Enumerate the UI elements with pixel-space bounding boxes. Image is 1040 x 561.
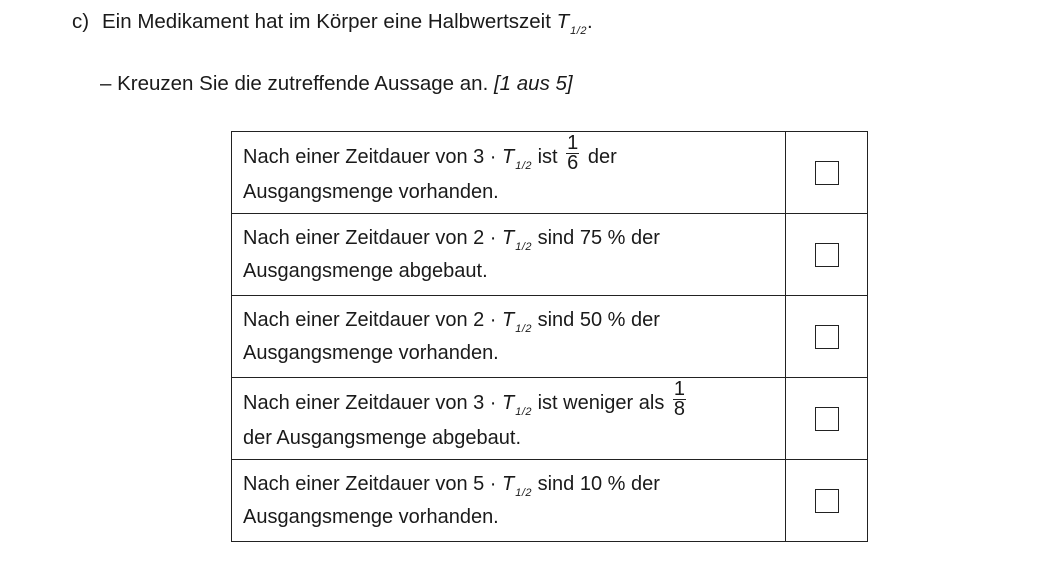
statement-text: Nach einer Zeitdauer von 2 · <box>243 309 503 331</box>
statement-5 <box>232 460 786 542</box>
statement-text: der <box>582 145 617 168</box>
statement-3 <box>232 296 786 378</box>
statement-4 <box>232 378 786 460</box>
statement-text: sind 75 % der <box>532 227 660 249</box>
instruction-note: [1 aus 5] <box>493 72 573 95</box>
answer-row <box>232 378 868 460</box>
task-intro: Ein Medikament hat im Körper eine Halbwertszeit <box>102 10 551 33</box>
half-life-subscript: 1/2 <box>515 323 533 335</box>
statement-text: Ausgangsmenge vorhanden. <box>243 342 499 364</box>
statement-text: Nach einer Zeitdauer von 2 · <box>243 227 503 249</box>
checkbox-option-4[interactable] <box>815 407 839 431</box>
half-life-symbol: T <box>556 10 570 33</box>
instruction-text: – Kreuzen Sie die zutreffende Aussage an. <box>100 72 489 95</box>
statement-text: der Ausgangsmenge abgebaut. <box>243 427 521 449</box>
answer-table <box>231 131 868 542</box>
checkbox-option-2[interactable] <box>815 243 839 267</box>
half-life-symbol: T <box>502 145 515 168</box>
statement-2 <box>232 214 786 296</box>
fraction <box>673 380 686 419</box>
checkbox-cell <box>786 132 868 214</box>
checkbox-cell <box>786 378 868 460</box>
half-life-symbol: T <box>502 473 515 495</box>
checkbox-cell <box>786 460 868 542</box>
instruction <box>100 70 573 98</box>
fraction <box>566 134 579 173</box>
fraction-numerator: 1 <box>673 378 686 400</box>
statement-text: sind 50 % der <box>532 309 660 331</box>
checkbox-option-5[interactable] <box>815 489 839 513</box>
half-life-subscript: 1/2 <box>515 405 533 418</box>
answer-row <box>232 460 868 542</box>
statement-text: sind 10 % der <box>532 473 660 495</box>
fraction-denominator: 6 <box>567 152 579 174</box>
half-life-symbol: T <box>502 391 515 414</box>
half-life-subscript: 1/2 <box>515 487 533 499</box>
fraction-numerator: 1 <box>567 132 579 154</box>
checkbox-option-1[interactable] <box>815 161 839 185</box>
task-label: c) <box>72 10 90 33</box>
task-heading <box>72 8 593 39</box>
answer-row <box>232 132 868 214</box>
statement-text: Nach einer Zeitdauer von 3 · <box>243 145 503 168</box>
checkbox-cell <box>786 214 868 296</box>
half-life-symbol: T <box>502 227 515 249</box>
half-life-subscript: 1/2 <box>515 241 533 253</box>
checkbox-option-3[interactable] <box>815 325 839 349</box>
statement-text: ist weniger als <box>532 391 670 414</box>
statement-text: Nach einer Zeitdauer von 3 · <box>243 391 503 414</box>
checkbox-cell <box>786 296 868 378</box>
statement-1 <box>232 132 786 214</box>
statement-text: Ausgangsmenge vorhanden. <box>243 506 499 528</box>
half-life-subscript: 1/2 <box>515 159 533 172</box>
half-life-symbol: T <box>502 309 515 331</box>
statement-text: ist <box>532 145 564 168</box>
fraction-denominator: 8 <box>673 398 686 420</box>
answer-row <box>232 296 868 378</box>
answer-row <box>232 214 868 296</box>
statement-text: Nach einer Zeitdauer von 5 · <box>243 473 503 495</box>
half-life-subscript: 1/2 <box>570 25 587 37</box>
statement-text: Ausgangsmenge abgebaut. <box>243 260 488 282</box>
statement-text: Ausgangsmenge vorhanden. <box>243 181 499 203</box>
task-intro-end: . <box>586 10 593 33</box>
